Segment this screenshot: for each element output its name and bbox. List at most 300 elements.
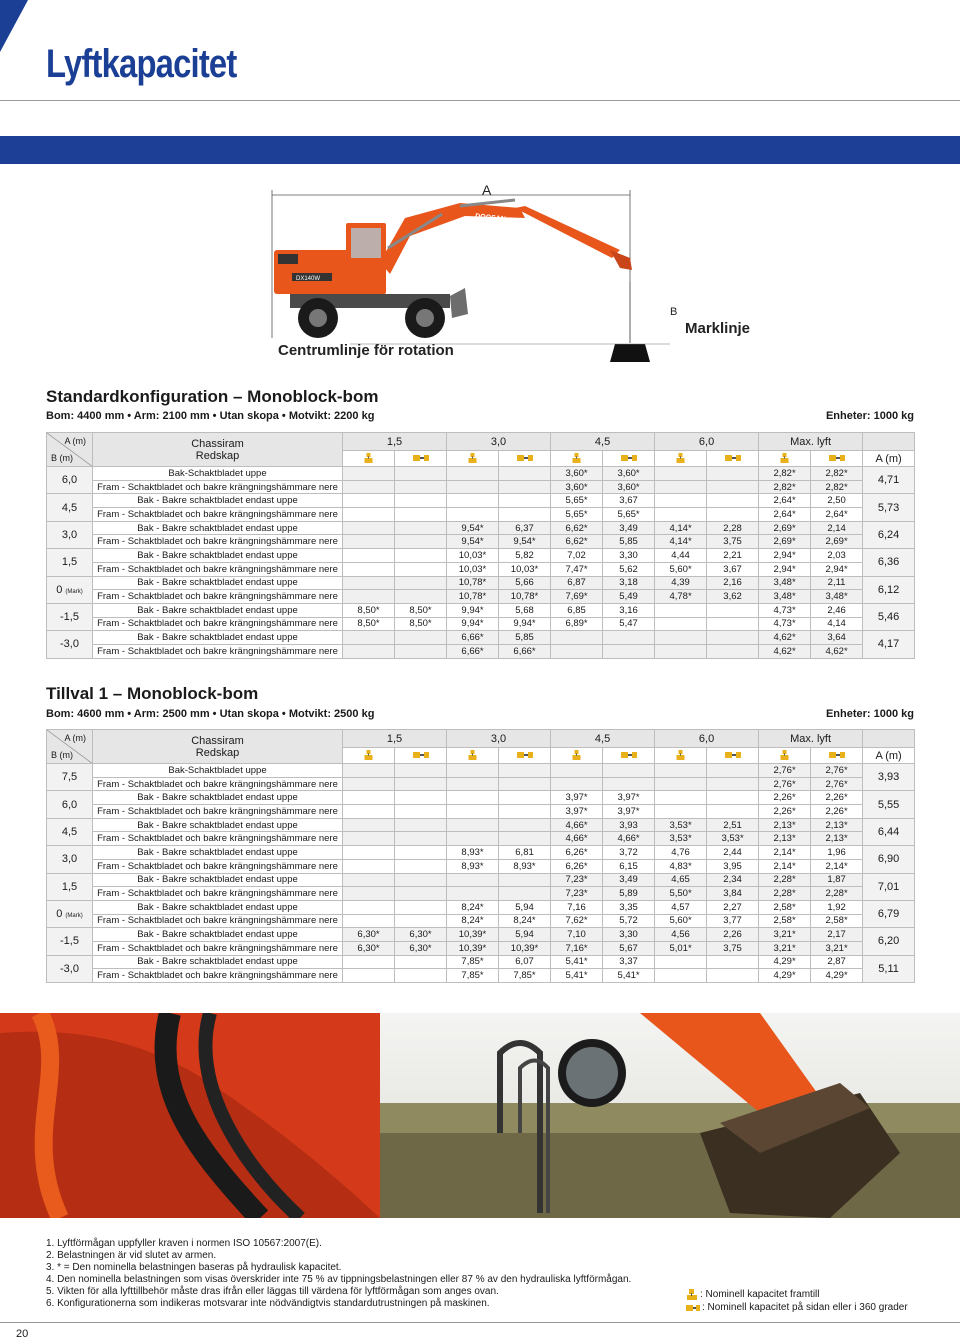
capacity-cell: 4,73* [759, 617, 811, 631]
capacity-cell [447, 873, 499, 887]
capacity-cell: 3,53* [655, 818, 707, 832]
capacity-cell: 2,76* [811, 777, 863, 791]
capacity-cell [655, 508, 707, 522]
config-label: Bak - Bakre schaktbladet endast uppe [93, 955, 343, 969]
capacity-cell [707, 480, 759, 494]
capacity-cell [395, 969, 447, 983]
table-row [47, 521, 915, 535]
capacity-cell: 3,30 [603, 928, 655, 942]
capacity-cell [707, 494, 759, 508]
capacity-cell: 3,60* [603, 480, 655, 494]
capacity-cell [343, 494, 395, 508]
note-5: 5. Vikten för alla lyfttillbehör måste dras ifrån eller läggas till värdena för lyftförmågan som anges ovan. [46, 1286, 499, 1297]
capacity-cell [343, 791, 395, 805]
capacity-cell [343, 846, 395, 860]
capacity-cell: 6,30* [343, 941, 395, 955]
config-label: Fram - Schaktbladet och bakre krängningshämmare nere [93, 859, 343, 873]
capacity-cell: 10,39* [499, 941, 551, 955]
capacity-cell: 8,50* [395, 617, 447, 631]
capacity-cell: 6,26* [551, 846, 603, 860]
config-header [93, 433, 343, 467]
top-divider [0, 100, 960, 101]
capacity-cell: 4,14* [655, 535, 707, 549]
reach-header: A (m) [863, 748, 915, 764]
capacity-cell: 3,48* [811, 590, 863, 604]
capacity-cell: 2,14* [759, 846, 811, 860]
capacity-cell [343, 777, 395, 791]
front-icon-cell [655, 451, 707, 467]
capacity-cell: 2,94* [811, 562, 863, 576]
config-label: Bak - Bakre schaktbladet endast uppe [93, 873, 343, 887]
capacity-cell: 5,60* [655, 914, 707, 928]
config-label: Bak - Bakre schaktbladet endast uppe [93, 791, 343, 805]
config-header [93, 730, 343, 764]
capacity-cell [655, 603, 707, 617]
max-reach-cell: 6,79 [863, 900, 915, 927]
capacity-cell [343, 508, 395, 522]
tillval-title: Tillval 1 – Monoblock-bom [46, 684, 259, 703]
capacity-cell: 10,78* [447, 590, 499, 604]
capacity-cell: 2,82* [759, 480, 811, 494]
tillval-units: Enheter: 1000 kg [825, 708, 914, 720]
capacity-cell: 4,14 [811, 617, 863, 631]
side-load-icon [621, 750, 637, 760]
capacity-cell: 2,13* [811, 818, 863, 832]
capacity-cell: 7,85* [447, 969, 499, 983]
axis-a-label: A (m) [64, 733, 86, 743]
capacity-cell [551, 644, 603, 658]
capacity-cell: 3,84 [707, 887, 759, 901]
capacity-cell: 2,27 [707, 900, 759, 914]
height-cell [47, 764, 93, 791]
table-row [47, 603, 915, 617]
config-label: Fram - Schaktbladet och bakre krängningshämmare nere [93, 480, 343, 494]
capacity-cell: 6,87 [551, 576, 603, 590]
capacity-cell: 1,87 [811, 873, 863, 887]
capacity-cell: 3,18 [603, 576, 655, 590]
capacity-cell: 2,14* [759, 859, 811, 873]
table-row [47, 887, 915, 901]
capacity-cell: 5,67 [603, 941, 655, 955]
capacity-cell: 1,96 [811, 846, 863, 860]
reach-header: A (m) [863, 451, 915, 467]
capacity-cell: 9,54* [447, 535, 499, 549]
page-title: Lyftkapacitet [46, 42, 237, 86]
capacity-cell: 8,93* [499, 859, 551, 873]
height-cell [47, 928, 93, 955]
capacity-cell [707, 631, 759, 645]
capacity-cell [395, 535, 447, 549]
capacity-cell [395, 900, 447, 914]
capacity-cell: 9,94* [499, 617, 551, 631]
excavator-illustration [260, 178, 760, 368]
capacity-cell: 5,50* [655, 887, 707, 901]
capacity-cell: 4,44 [655, 549, 707, 563]
capacity-cell [655, 805, 707, 819]
capacity-cell: 3,21* [759, 941, 811, 955]
standard-title: Standardkonfiguration – Monoblock-bom [46, 387, 379, 406]
capacity-cell [499, 777, 551, 791]
front-load-icon [468, 453, 478, 464]
capacity-cell: 5,65* [551, 508, 603, 522]
capacity-cell [707, 617, 759, 631]
config-label: Fram - Schaktbladet och bakre krängningshämmare nere [93, 969, 343, 983]
capacity-cell [447, 494, 499, 508]
capacity-cell [551, 631, 603, 645]
capacity-cell [499, 832, 551, 846]
table-row [47, 617, 915, 631]
capacity-cell: 3,35 [603, 900, 655, 914]
capacity-cell [343, 832, 395, 846]
table-row [47, 480, 915, 494]
height-cell [47, 576, 93, 603]
capacity-cell: 2,44 [707, 846, 759, 860]
capacity-cell [395, 914, 447, 928]
capacity-cell [343, 955, 395, 969]
capacity-cell: 5,85 [603, 535, 655, 549]
table-row [47, 764, 915, 778]
config-label: Bak - Bakre schaktbladet endast uppe [93, 900, 343, 914]
capacity-cell: 4,78* [655, 590, 707, 604]
capacity-cell: 4,29* [759, 955, 811, 969]
capacity-cell: 3,75 [707, 941, 759, 955]
blue-band [0, 136, 960, 164]
capacity-cell: 9,94* [447, 617, 499, 631]
side-load-icon [829, 453, 845, 463]
capacity-cell [343, 521, 395, 535]
note-1: 1. Lyftförmågan uppfyller kraven i normen ISO 10567:2007(E). [46, 1238, 322, 1249]
side-icon-cell [707, 451, 759, 467]
capacity-cell: 3,64 [811, 631, 863, 645]
max-empty-header [863, 730, 915, 748]
capacity-cell: 5,47 [603, 617, 655, 631]
standard-lift-table [46, 432, 915, 659]
capacity-cell: 8,50* [395, 603, 447, 617]
config-label: Fram - Schaktbladet och bakre krängningshämmare nere [93, 508, 343, 522]
capacity-cell: 5,65* [603, 508, 655, 522]
height-cell [47, 494, 93, 521]
front-load-icon [364, 750, 374, 761]
capacity-cell [395, 521, 447, 535]
capacity-cell [447, 791, 499, 805]
capacity-cell: 4,29* [759, 969, 811, 983]
capacity-cell: 6,37 [499, 521, 551, 535]
capacity-cell: 5,41* [603, 969, 655, 983]
capacity-cell: 7,16 [551, 900, 603, 914]
capacity-cell: 7,47* [551, 562, 603, 576]
capacity-cell: 2,14* [811, 859, 863, 873]
footnotes [46, 1238, 631, 1310]
height-value: 3,0 [61, 528, 78, 541]
front-icon-cell [447, 451, 499, 467]
capacity-cell: 5,68 [499, 603, 551, 617]
table-row [47, 777, 915, 791]
max-reach-cell: 5,73 [863, 494, 915, 521]
capacity-cell: 4,83* [655, 859, 707, 873]
capacity-cell [395, 631, 447, 645]
max-reach-cell: 3,93 [863, 764, 915, 791]
height-cell [47, 791, 93, 818]
capacity-cell [343, 969, 395, 983]
side-icon-cell [707, 748, 759, 764]
note-6: 6. Konfigurationerna som indikeras motsvarar inte nödvändigtvis standardutrustningen på maskinen. [46, 1298, 490, 1309]
capacity-cell: 2,64* [759, 494, 811, 508]
side-icon-cell [603, 451, 655, 467]
capacity-cell [343, 859, 395, 873]
table-row [47, 791, 915, 805]
capacity-cell: 2,87 [811, 955, 863, 969]
capacity-cell: 3,53* [707, 832, 759, 846]
capacity-cell: 2,82* [811, 467, 863, 481]
capacity-cell [603, 777, 655, 791]
height-cell [47, 521, 93, 548]
capacity-cell [343, 576, 395, 590]
capacity-cell [343, 535, 395, 549]
capacity-cell [707, 644, 759, 658]
capacity-cell: 3,75 [707, 535, 759, 549]
capacity-cell [343, 590, 395, 604]
side-load-icon [413, 750, 429, 760]
capacity-cell: 8,24* [447, 914, 499, 928]
capacity-cell: 3,48* [759, 576, 811, 590]
capacity-cell [499, 791, 551, 805]
legend-front-text: : Nominell kapacitet framtill [700, 1289, 820, 1300]
capacity-cell: 2,58* [759, 914, 811, 928]
capacity-cell: 2,76* [759, 764, 811, 778]
capacity-cell: 2,64* [759, 508, 811, 522]
table-row [47, 631, 915, 645]
chassiram-label: Chassiram [191, 437, 244, 450]
capacity-cell [655, 969, 707, 983]
capacity-cell [707, 955, 759, 969]
capacity-cell [707, 777, 759, 791]
capacity-cell: 7,02 [551, 549, 603, 563]
capacity-cell [499, 480, 551, 494]
table-row [47, 914, 915, 928]
capacity-cell: 2,28* [811, 887, 863, 901]
capacity-cell: 6,07 [499, 955, 551, 969]
capacity-cell: 2,58* [759, 900, 811, 914]
capacity-cell: 2,76* [811, 764, 863, 778]
capacity-cell [603, 644, 655, 658]
table-row [47, 832, 915, 846]
capacity-cell [655, 617, 707, 631]
config-label: Bak-Schaktbladet uppe [93, 764, 343, 778]
capacity-cell: 5,85 [499, 631, 551, 645]
height-value: 4,5 [61, 501, 78, 514]
capacity-cell: 2,94* [759, 562, 811, 576]
capacity-cell [343, 818, 395, 832]
capacity-cell [343, 914, 395, 928]
height-cell [47, 467, 93, 494]
table-row [47, 467, 915, 481]
capacity-cell: 5,94 [499, 900, 551, 914]
max-reach-cell: 4,71 [863, 467, 915, 494]
capacity-cell: 7,16* [551, 941, 603, 955]
capacity-cell: 5,41* [551, 969, 603, 983]
table-row [47, 644, 915, 658]
capacity-cell [603, 631, 655, 645]
capacity-cell: 4,66* [603, 832, 655, 846]
capacity-cell [707, 764, 759, 778]
side-load-icon [517, 453, 533, 463]
capacity-cell [707, 805, 759, 819]
capacity-cell: 6,62* [551, 535, 603, 549]
config-label: Bak - Bakre schaktbladet endast uppe [93, 846, 343, 860]
capacity-cell: 10,03* [499, 562, 551, 576]
capacity-cell [655, 791, 707, 805]
capacity-cell [343, 805, 395, 819]
capacity-cell: 10,39* [447, 928, 499, 942]
capacity-cell: 6,15 [603, 859, 655, 873]
table-row [47, 859, 915, 873]
capacity-cell: 10,03* [447, 562, 499, 576]
capacity-cell: 5,49 [603, 590, 655, 604]
ground-mark: (Mark) [65, 913, 83, 920]
capacity-cell: 3,53* [655, 832, 707, 846]
capacity-cell: 2,50 [811, 494, 863, 508]
config-label: Fram - Schaktbladet och bakre krängningshämmare nere [93, 644, 343, 658]
capacity-cell: 3,93 [603, 818, 655, 832]
capacity-cell: 9,54* [499, 535, 551, 549]
capacity-cell [707, 508, 759, 522]
capacity-cell: 7,62* [551, 914, 603, 928]
capacity-cell: 3,62 [707, 590, 759, 604]
capacity-cell: 4,14* [655, 521, 707, 535]
front-load-icon [572, 453, 582, 464]
capacity-cell [499, 494, 551, 508]
table-row [47, 900, 915, 914]
capacity-cell [343, 764, 395, 778]
capacity-cell: 3,21* [811, 941, 863, 955]
side-load-icon [829, 750, 845, 760]
capacity-cell [707, 467, 759, 481]
capacity-cell: 6,66* [447, 631, 499, 645]
radius-col-header: 3,0 [447, 730, 551, 748]
capacity-cell: 6,30* [343, 928, 395, 942]
capacity-cell [447, 508, 499, 522]
capacity-cell: 3,67 [603, 494, 655, 508]
capacity-cell: 2,26* [811, 805, 863, 819]
capacity-cell [395, 832, 447, 846]
capacity-cell: 2,28 [707, 521, 759, 535]
config-label: Fram - Schaktbladet och bakre krängningshämmare nere [93, 887, 343, 901]
radius-col-header: 4,5 [551, 433, 655, 451]
table-row [47, 873, 915, 887]
config-label: Bak - Bakre schaktbladet endast uppe [93, 576, 343, 590]
height-value: 7,5 [61, 771, 78, 784]
height-cell [47, 549, 93, 576]
corner-accent [0, 0, 28, 52]
config-label: Fram - Schaktbladet och bakre krängningshämmare nere [93, 941, 343, 955]
config-label: Bak - Bakre schaktbladet endast uppe [93, 928, 343, 942]
front-icon-cell [655, 748, 707, 764]
standard-spec: Bom: 4400 mm • Arm: 2100 mm • Utan skopa • Motvikt: 2200 kg [46, 410, 375, 422]
capacity-cell: 7,69* [551, 590, 603, 604]
table-row [47, 846, 915, 860]
height-cell [47, 955, 93, 982]
capacity-cell [343, 549, 395, 563]
capacity-cell: 4,73* [759, 603, 811, 617]
capacity-cell [551, 777, 603, 791]
capacity-cell [395, 777, 447, 791]
max-reach-cell: 5,55 [863, 791, 915, 818]
capacity-cell: 5,72 [603, 914, 655, 928]
capacity-cell: 5,66 [499, 576, 551, 590]
capacity-cell: 8,50* [343, 617, 395, 631]
front-load-icon [780, 453, 790, 464]
capacity-cell [395, 644, 447, 658]
capacity-cell: 5,89 [603, 887, 655, 901]
capacity-cell [499, 818, 551, 832]
capacity-cell [343, 900, 395, 914]
height-value: 0 [56, 908, 63, 921]
legend [686, 1288, 908, 1314]
side-load-icon [621, 453, 637, 463]
tillval-lift-table [46, 729, 915, 983]
config-label: Fram - Schaktbladet och bakre krängningshämmare nere [93, 805, 343, 819]
axis-b-label: B (m) [51, 453, 73, 463]
capacity-cell: 3,60* [551, 467, 603, 481]
config-label: Bak - Bakre schaktbladet endast uppe [93, 494, 343, 508]
capacity-cell [343, 467, 395, 481]
capacity-cell: 2,26* [759, 791, 811, 805]
table-row [47, 805, 915, 819]
capacity-cell: 2,26* [811, 791, 863, 805]
height-cell [47, 846, 93, 873]
height-cell [47, 873, 93, 900]
capacity-cell: 3,72 [603, 846, 655, 860]
legend-side [686, 1301, 908, 1314]
table-row [47, 941, 915, 955]
axis-a-label: A (m) [64, 436, 86, 446]
height-value: 4,5 [61, 825, 78, 838]
capacity-cell: 8,24* [499, 914, 551, 928]
capacity-cell [395, 818, 447, 832]
front-load-icon [686, 1289, 698, 1301]
config-label: Bak - Bakre schaktbladet endast uppe [93, 603, 343, 617]
table-row [47, 508, 915, 522]
front-icon-cell [551, 748, 603, 764]
capacity-cell: 7,23* [551, 887, 603, 901]
capacity-cell: 4,62* [759, 644, 811, 658]
capacity-cell [499, 873, 551, 887]
config-label: Bak-Schaktbladet uppe [93, 467, 343, 481]
capacity-cell: 3,49 [603, 873, 655, 887]
capacity-cell [447, 818, 499, 832]
capacity-cell: 8,93* [447, 859, 499, 873]
height-value: -3,0 [60, 962, 79, 975]
label-a: A [482, 182, 492, 198]
note-4: 4. Den nominella belastningen som visas överskrider inte 75 % av tippningsbelastningen eller 87 % av den hydrauliska lyftförmågan. [46, 1274, 632, 1285]
excavator-photo [0, 1013, 960, 1218]
capacity-cell: 6,26* [551, 859, 603, 873]
capacity-cell: 2,34 [707, 873, 759, 887]
radius-col-header: Max. lyft [759, 433, 863, 451]
radius-col-header: 1,5 [343, 730, 447, 748]
front-load-icon [780, 750, 790, 761]
capacity-cell: 5,41* [551, 955, 603, 969]
front-load-icon [468, 750, 478, 761]
capacity-cell [655, 494, 707, 508]
front-icon-cell [343, 451, 395, 467]
front-icon-cell [551, 451, 603, 467]
height-value: 6,0 [61, 474, 78, 487]
capacity-cell [343, 873, 395, 887]
tillval-spec: Bom: 4600 mm • Arm: 2500 mm • Utan skopa • Motvikt: 2500 kg [46, 708, 375, 720]
capacity-cell: 5,82 [499, 549, 551, 563]
capacity-cell: 7,10 [551, 928, 603, 942]
